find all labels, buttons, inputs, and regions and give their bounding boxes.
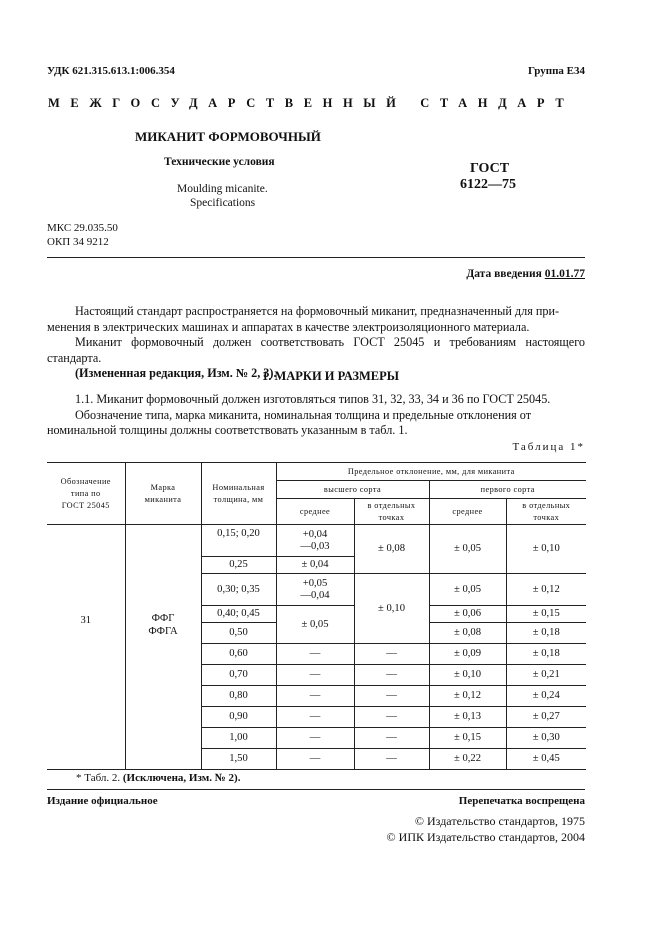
cell-high-points: — [354,644,429,665]
table-caption: Таблица 1* [512,441,585,453]
intro-date-label: Дата введения [466,268,542,280]
cell-high-avg: — [276,749,354,770]
cell-first-points: ± 0,12 [506,574,586,606]
header-thickness: Номинальная толщина, мм [201,463,276,525]
cell-thickness: 0,90 [201,707,276,728]
cell-high-avg: +0,05 —0,04 [276,574,354,606]
doc-title-en: Moulding micanite. [177,183,268,195]
cell-high-points: — [354,686,429,707]
cell-first-points: ± 0,30 [506,728,586,749]
cell-thickness: 0,60 [201,644,276,665]
cell-mark: ФФГ ФФГА [125,525,201,770]
cell-high-avg: — [276,728,354,749]
cell-thickness: 0,15; 0,20 [201,525,276,557]
standard-type: МЕЖГОСУДАРСТВЕННЫЙ СТАНДАРТ [48,96,575,110]
cell-thickness: 0,25 [201,557,276,574]
specs-table [47,462,586,770]
header-type: Обозначение типа по ГОСТ 25045 [47,463,125,525]
cell-first-avg: ± 0,08 [429,623,506,644]
intro-date-value: 01.01.77 [544,268,585,280]
cell-first-avg: ± 0,22 [429,749,506,770]
header-deviation: Предельное отклонение, мм, для миканита [276,463,586,481]
cell-first-points: ± 0,15 [506,606,586,623]
cell-thickness: 0,80 [201,686,276,707]
cell-high-avg: — [276,686,354,707]
header-first-avg: среднее [429,499,506,525]
cell-high-points: ± 0,10 [354,574,429,644]
cell-high-avg: ± 0,05 [276,606,354,644]
cell-first-avg: ± 0,13 [429,707,506,728]
section-line-3: номинальной толщины должны соответствовать указанным в табл. 1. [47,423,408,437]
intro-date [466,268,585,280]
cell-high-points: — [354,665,429,686]
cell-first-points: ± 0,18 [506,644,586,665]
footer-official: Издание официальное [47,795,158,807]
cell-high-avg: — [276,644,354,665]
section-line-1: 1.1. Миканит формовочный должен изготовляться типов 31, 32, 33, 34 и 36 по ГОСТ 25045. [75,392,551,406]
footnote-bold: (Исключена, Изм. № 2). [122,772,241,784]
okp-code: ОКП 34 9212 [47,236,109,248]
cell-thickness: 0,50 [201,623,276,644]
cell-high-avg: — [276,665,354,686]
cell-first-points: ± 0,45 [506,749,586,770]
table-row [47,525,586,557]
cell-first-avg: ± 0,05 [429,525,506,574]
cell-high-avg: — [276,707,354,728]
header-mark: Марка миканита [125,463,201,525]
doc-title: МИКАНИТ ФОРМОВОЧНЫЙ [135,129,321,144]
doc-subtitle-en: Specifications [190,197,256,209]
cell-thickness: 0,30; 0,35 [201,574,276,606]
footnote [76,772,240,784]
section-text [47,392,585,439]
cell-high-avg: ± 0,04 [276,557,354,574]
cell-high-points: — [354,728,429,749]
cell-high-avg: +0,04 —0,03 [276,525,354,557]
mks-code: МКС 29.035.50 [47,222,118,234]
cell-first-avg: ± 0,10 [429,665,506,686]
intro-line-3: Миканит формовочный должен соответствовать ГОСТ 25045 и требованиям настоящего стандарта. [47,335,585,365]
cell-first-points: ± 0,24 [506,686,586,707]
header-grade-high: высшего сорта [276,481,429,499]
cell-type: 31 [47,525,125,770]
cell-high-points: — [354,707,429,728]
header-high-avg: среднее [276,499,354,525]
header-first-points: в отдельных точках [506,499,586,525]
footnote-text: * Табл. 2. [76,772,121,784]
header-rule [47,257,585,258]
cell-first-points: ± 0,18 [506,623,586,644]
cell-first-avg: ± 0,15 [429,728,506,749]
cell-thickness: 1,00 [201,728,276,749]
gost-number: 6122—75 [460,177,516,192]
cell-first-avg: ± 0,05 [429,574,506,606]
copyright-2004: © ИПК Издательство стандартов, 2004 [386,830,585,844]
cell-first-avg: ± 0,09 [429,644,506,665]
intro-line-2: менения в электрических машинах и аппаратах в качестве электроизоляционного материала. [47,319,530,334]
header-high-points: в отдельных точках [354,499,429,525]
cell-thickness: 1,50 [201,749,276,770]
footer-reprint: Перепечатка воспрещена [458,795,585,807]
gost-label: ГОСТ [470,161,510,176]
cell-thickness: 0,70 [201,665,276,686]
cell-first-points: ± 0,10 [506,525,586,574]
udk-code: УДК 621.315.613.1:006.354 [47,65,175,77]
section-heading: 1. МАРКИ И РАЗМЕРЫ [261,369,400,383]
copyright-1975: © Издательство стандартов, 1975 [414,814,585,828]
cell-high-points: ± 0,08 [354,525,429,574]
cell-first-avg: ± 0,06 [429,606,506,623]
doc-subtitle: Технические условия [164,156,275,168]
cell-first-points: ± 0,21 [506,665,586,686]
header-grade-first: первого сорта [429,481,586,499]
footer-rule [47,789,585,790]
cell-high-points: — [354,749,429,770]
cell-first-avg: ± 0,12 [429,686,506,707]
cell-thickness: 0,40; 0,45 [201,606,276,623]
group-code: Группа Е34 [527,65,585,77]
intro-line-1: Настоящий стандарт распространяется на формовочный миканит, предназначенный для при- [75,304,560,318]
amendment-note: (Измененная редакция, Изм. № 2, 3). [75,366,277,380]
section-line-2: Обозначение типа, марка миканита, номинальная толщина и предельные отклонения от [75,407,532,422]
cell-first-points: ± 0,27 [506,707,586,728]
